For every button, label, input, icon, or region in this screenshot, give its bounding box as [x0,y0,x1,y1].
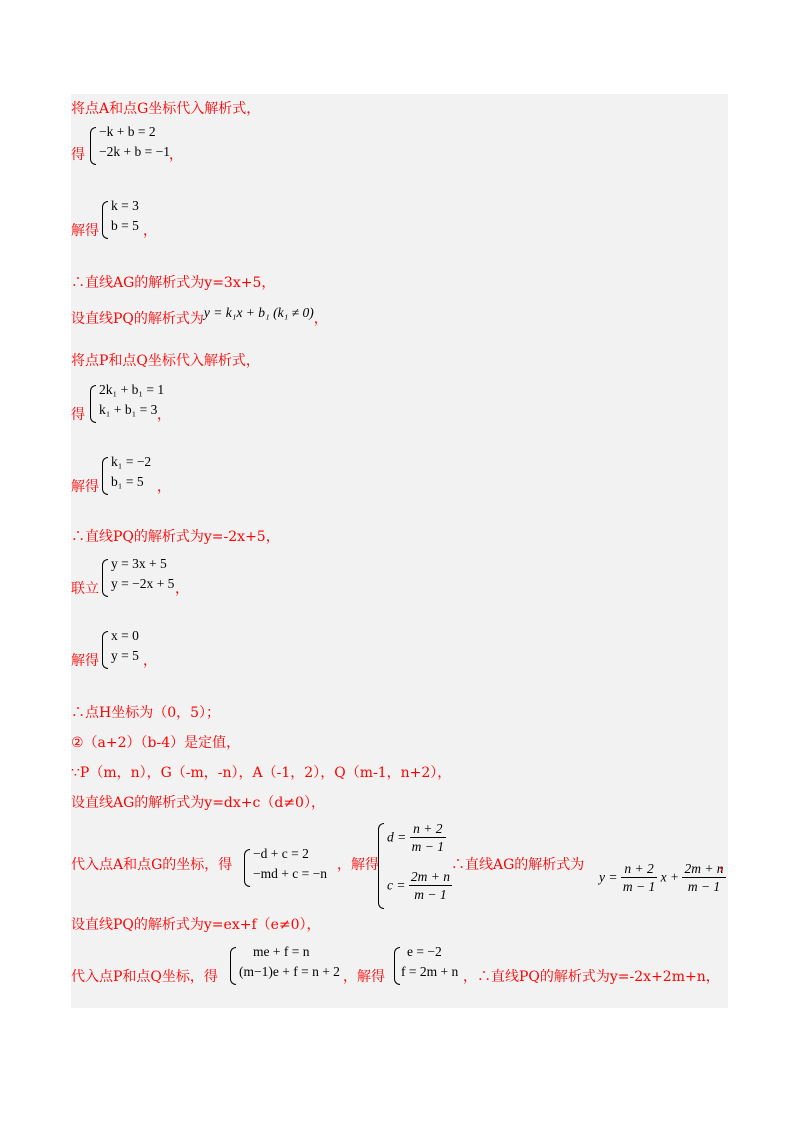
text-line-1: 将点A和点G坐标代入解析式， [71,101,261,117]
text-jiede-1: 解得 [71,223,99,239]
text-line-17: 设直线PQ的解析式为y=ex+f（e≠0）， [71,917,321,933]
comma: ， [143,223,157,239]
equation-system-5: y = 3x + 5 y = −2x + 5 [99,556,179,596]
text-line-12: ∴点H坐标为（0，5）； [71,705,221,721]
text-line-9: ∴直线PQ的解析式为y=-2x+5， [71,529,280,545]
equation-system-3: 2k₁ + b₁ = 1 k₁ + b₁ = 3 [87,382,167,422]
equation-system-2: k = 3 b = 5 [99,198,159,238]
comma: ， [175,581,189,597]
comma: ， [157,407,171,423]
text-lianli: 联立 [71,581,99,597]
text-line-13: ②（a+2）（b-4）是定值， [71,735,241,751]
text-line-14: ∵P（m，n），G（-m，-n），A（-1，2），Q（m-1，n+2）， [71,765,452,781]
pq-general-equation: y = k₁x + b₁ (k₁ ≠ 0) [203,305,314,320]
text-jiede-2: 解得 [71,479,99,495]
solution-panel [71,94,733,1008]
equation-system-9: me + f = n (m−1)e + f = n + 2 [227,944,355,984]
text-line-18c: ，∴直线PQ的解析式为y=-2x+2m+n， [463,969,720,985]
text-de-2: 得 [71,407,85,423]
equation-system-7: −d + c = 2 −md + c = −n [241,846,341,886]
text-jiede-4: ，解得 [337,857,379,873]
text-line-4: ∴直线AG的解析式为y=3x+5， [71,275,276,291]
text-line-6: 将点P和点Q坐标代入解析式， [71,353,260,369]
text-jiede-3: 解得 [71,653,99,669]
text-jiede-5: ，解得 [343,969,385,985]
ag-equation: y = $\frac{n + 2}{m - 1}$ x + $\frac{2m + n}{m - 1}$ [599,861,724,894]
comma: ， [143,653,157,669]
text-line-15: 设直线AG的解析式为y=dx+c（d≠0）， [71,795,325,811]
equation-system-6: x = 0 y = 5 [99,628,159,668]
comma: ， [719,857,733,873]
text-line-18a: 代入点P和点Q坐标，得 [71,969,218,985]
equation-system-10: e = −2 f = 2m + n [391,944,471,984]
text-line-16c: ∴直线AG的解析式为 [451,857,585,873]
equation-system-1: −k + b = 2 −2k + b = −1 [87,124,187,164]
text-de-1: 得 [71,147,85,163]
comma: ， [157,479,171,495]
comma: ， [169,147,183,163]
text-line-16a: 代入点A和点G的坐标，得 [71,857,233,873]
equation-system-8: d = $\frac{n + 2}{m - 1}$ c = $\frac{2m + n}{m - 1}$ [375,820,455,910]
text-line-5: 设直线PQ的解析式为y = k₁x + b₁ (k₁ ≠ 0)， [71,305,328,327]
equation-system-4: k₁ = −2 b₁ = 5 [99,454,159,494]
